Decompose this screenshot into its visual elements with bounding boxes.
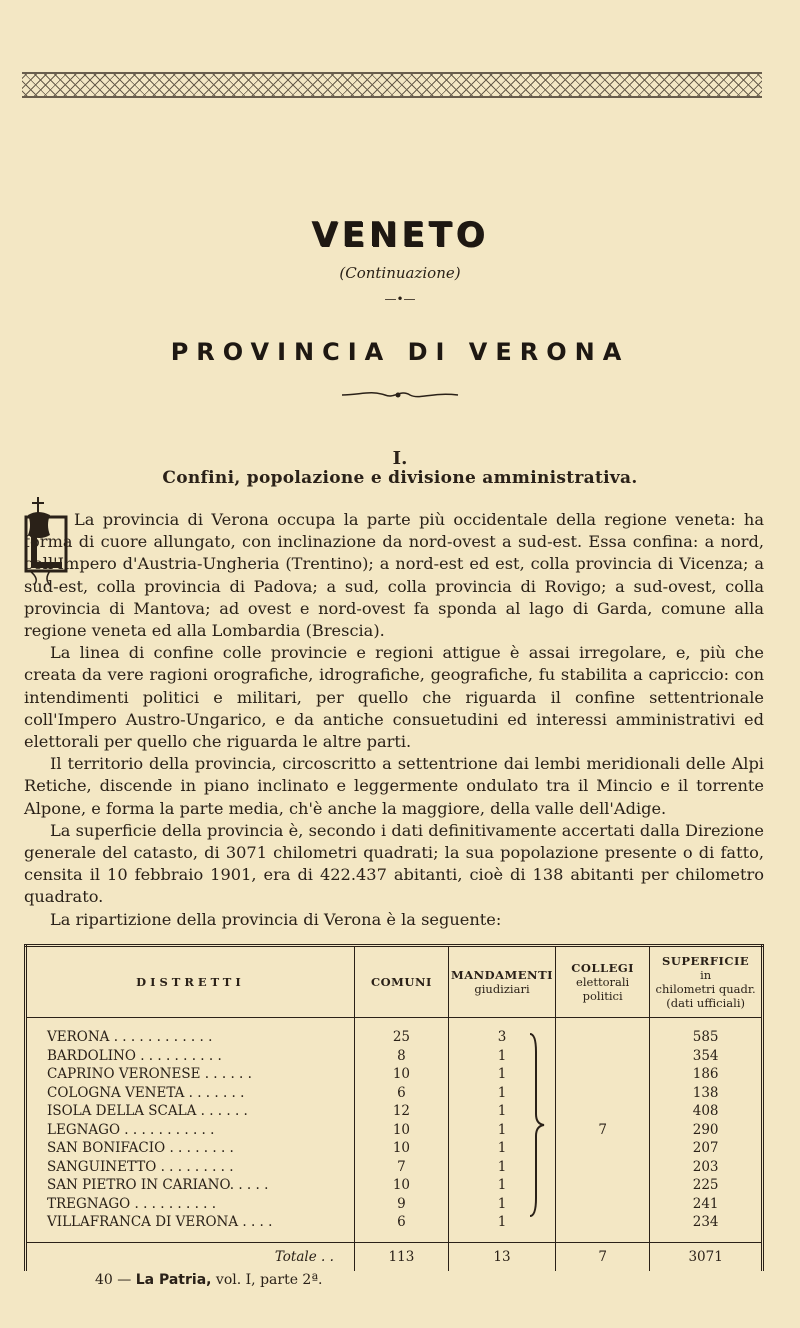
district-table <box>24 944 764 1271</box>
district-name: BARDOLINO . . . . . . . . . . <box>26 1047 355 1066</box>
section-number: I. <box>392 448 408 469</box>
collegi-cell <box>556 1102 650 1121</box>
publication-name: La Patria, <box>135 1272 212 1288</box>
table-row <box>26 1139 763 1158</box>
collegi-cell <box>556 1213 650 1232</box>
superficie-cell: 186 <box>650 1065 763 1084</box>
table-row <box>26 1028 763 1047</box>
table-row <box>26 1158 763 1177</box>
table-row <box>26 1065 763 1084</box>
total-mandamenti: 13 <box>449 1242 556 1271</box>
table-row <box>26 1195 763 1214</box>
superficie-cell: 207 <box>650 1139 763 1158</box>
header-comuni: COMUNI <box>354 946 448 1018</box>
comuni-cell: 10 <box>354 1139 448 1158</box>
header-superficie: SUPERFICIE in chilometri quadr. (dati ufficiali) <box>650 946 763 1018</box>
collegi-cell <box>556 1028 650 1047</box>
collegi-cell <box>556 1176 650 1195</box>
superficie-cell: 354 <box>650 1047 763 1066</box>
continuation-note: (Continuazione) <box>339 264 461 282</box>
paragraph-ripartizione: La ripartizione della provincia di Verona è la seguente: <box>50 909 502 929</box>
body-text <box>24 509 764 931</box>
volume-info: vol. I, parte 2ª. <box>215 1272 323 1288</box>
comuni-cell: 9 <box>354 1195 448 1214</box>
paragraph-linea-confine: La linea di confine colle provincie e regioni attigue è assai irregolare, e, più che creata da vere ragioni orografiche, idrografiche, geografiche, fu stabilita a capriccio: con intendimenti politici e militari, per quello che riguarda il confine settentrionale coll'Impero Austro-Ungarico, e da antiche consuetudini ed interessi amministrativi ed elettorali per quello che riguarda le altre parti. <box>24 643 764 752</box>
page-number: 40 — <box>95 1272 132 1288</box>
mandamenti-cell: 3 <box>449 1028 556 1047</box>
table-row <box>26 1047 763 1066</box>
district-name: SAN BONIFACIO . . . . . . . . <box>26 1139 355 1158</box>
district-name: CAPRINO VERONESE . . . . . . <box>26 1065 355 1084</box>
collegi-cell: 7 <box>556 1121 650 1140</box>
table-row <box>26 1121 763 1140</box>
comuni-cell: 8 <box>354 1047 448 1066</box>
title-ornament: —•— <box>384 292 416 306</box>
comuni-cell: 12 <box>354 1102 448 1121</box>
section-title: Confini, popolazione e divisione amministrativa. <box>162 468 638 488</box>
superficie-cell: 138 <box>650 1084 763 1103</box>
paragraph-territorio: Il territorio della provincia, circoscritto a settentrione dai lembi meridionali delle Alpi Retiche, discende in piano inclinato e leggermente ondulato tra il Mincio e il torrente Alpone, e forma la parte media, ch'è anche la maggiore, della valle dell'Adige. <box>24 754 764 818</box>
mandamenti-cell: 1 <box>449 1213 556 1232</box>
mandamenti-cell: 1 <box>449 1084 556 1103</box>
decorative-border <box>22 72 762 98</box>
mandamenti-cell: 1 <box>449 1139 556 1158</box>
paragraph-superficie: La superficie della provincia è, secondo i dati definitivamente accertati dalla Direzione generale del catasto, di 3071 chilometri quadrati; la sua popolazione presente o di fatto, censita il 10 febbraio 1901, era di 422.437 abitanti, cioè di 138 abitanti per chilometro quadrato. <box>24 820 764 907</box>
district-name: ISOLA DELLA SCALA . . . . . . <box>26 1102 355 1121</box>
comuni-cell: 25 <box>354 1028 448 1047</box>
table-row <box>26 1176 763 1195</box>
mandamenti-cell: 1 <box>449 1047 556 1066</box>
collegi-cell <box>556 1139 650 1158</box>
superficie-cell: 408 <box>650 1102 763 1121</box>
collegi-cell <box>556 1065 650 1084</box>
swash-ornament <box>340 386 460 404</box>
mandamenti-cell: 1 <box>449 1121 556 1140</box>
district-name: VILLAFRANCA DI VERONA . . . . <box>26 1213 355 1232</box>
total-superficie: 3071 <box>650 1242 763 1271</box>
comuni-cell: 6 <box>354 1084 448 1103</box>
district-name: LEGNAGO . . . . . . . . . . . <box>26 1121 355 1140</box>
collegi-brace-icon <box>528 1032 548 1218</box>
superficie-cell: 234 <box>650 1213 763 1232</box>
superficie-cell: 203 <box>650 1158 763 1177</box>
district-table-wrap <box>24 944 764 1265</box>
superficie-cell: 241 <box>650 1195 763 1214</box>
total-row <box>26 1242 763 1271</box>
table-row <box>26 1213 763 1232</box>
comuni-cell: 10 <box>354 1176 448 1195</box>
collegi-cell <box>556 1084 650 1103</box>
comuni-cell: 10 <box>354 1121 448 1140</box>
comuni-cell: 7 <box>354 1158 448 1177</box>
district-name: TREGNAGO . . . . . . . . . . <box>26 1195 355 1214</box>
collegi-cell <box>556 1158 650 1177</box>
superficie-cell: 290 <box>650 1121 763 1140</box>
collegi-cell <box>556 1047 650 1066</box>
table-row <box>26 1102 763 1121</box>
comuni-cell: 10 <box>354 1065 448 1084</box>
mandamenti-cell: 1 <box>449 1065 556 1084</box>
mandamenti-cell: 1 <box>449 1102 556 1121</box>
page-footer <box>95 1272 322 1288</box>
total-collegi: 7 <box>556 1242 650 1271</box>
comuni-cell: 6 <box>354 1213 448 1232</box>
province-title: PROVINCIA DI VERONA <box>170 338 630 366</box>
superficie-cell: 225 <box>650 1176 763 1195</box>
mandamenti-cell: 1 <box>449 1176 556 1195</box>
mandamenti-cell: 1 <box>449 1195 556 1214</box>
table-row <box>26 1084 763 1103</box>
header-collegi: COLLEGI elettorali politici <box>556 946 650 1018</box>
district-name: VERONA . . . . . . . . . . . . <box>26 1028 355 1047</box>
district-name: COLOGNA VENETA . . . . . . . <box>26 1084 355 1103</box>
district-name: SANGUINETTO . . . . . . . . . <box>26 1158 355 1177</box>
header-mandamenti: MANDAMENTI giudiziari <box>449 946 556 1018</box>
mandamenti-cell: 1 <box>449 1158 556 1177</box>
regional-title: VENETO <box>311 215 489 255</box>
header-distretti: DISTRETTI <box>26 946 355 1018</box>
paragraph-confini: La provincia di Verona occupa la parte più occidentale della regione veneta: ha forma di cuore allungato, con inclinazione da nord-ovest a sud-est. Essa confina: a nord, coll'Impero d'Austria-Ungheria (Trentino); a nord-est ed est, colla provincia di Vicenza; a sud-est, colla provincia di Padova; a sud, colla provincia di Rovigo; a sud-ovest, colla provincia di Mantova; ad ovest e nord-ovest fa sponda al lago di Garda, comune alla regione veneta ed alla Lombardia (Brescia). <box>24 510 764 641</box>
total-label: Totale . . <box>26 1242 355 1271</box>
collegi-cell <box>556 1195 650 1214</box>
superficie-cell: 585 <box>650 1028 763 1047</box>
district-name: SAN PIETRO IN CARIANO. . . . . <box>26 1176 355 1195</box>
total-comuni: 113 <box>354 1242 448 1271</box>
